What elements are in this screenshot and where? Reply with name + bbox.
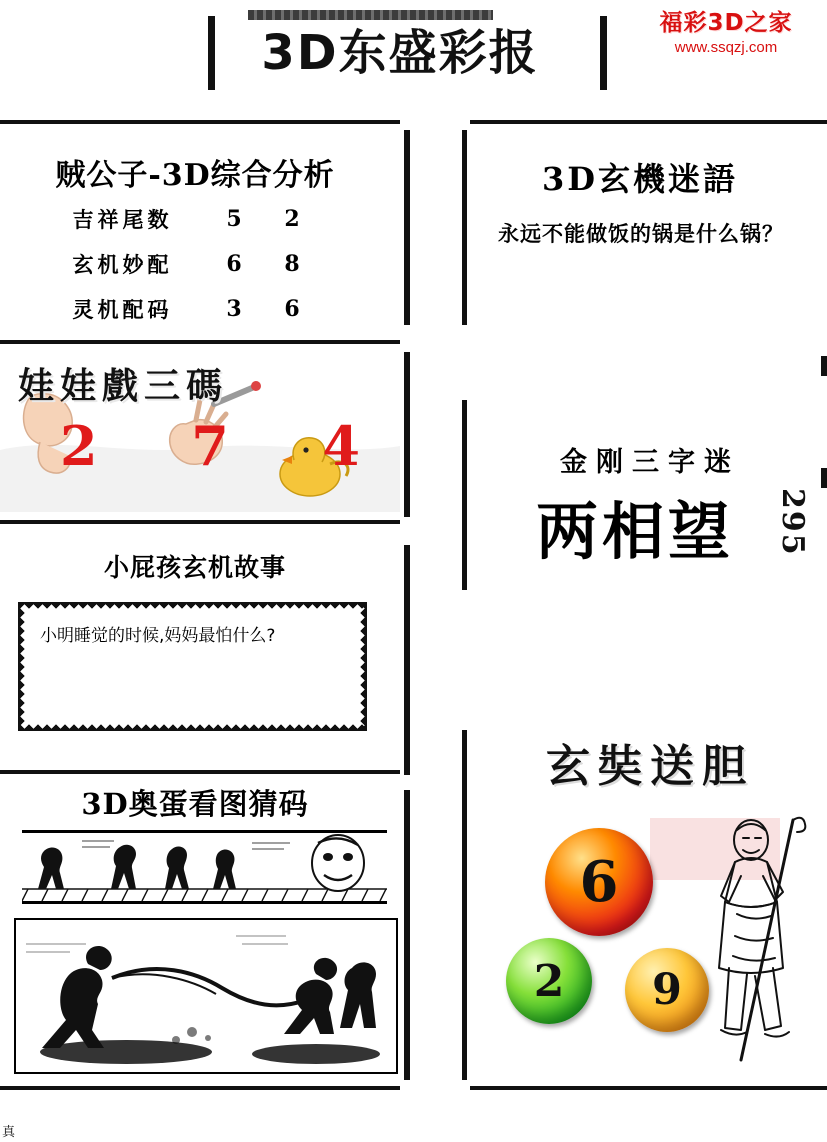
row-number-2: 8: [284, 251, 300, 277]
panel-xuan-zang-song-dan: [470, 720, 827, 1095]
row-number-1: 6: [226, 251, 242, 277]
jin-gang-code: 295: [775, 488, 810, 557]
zigzag-border-left: [20, 604, 29, 729]
zei-gong-zi-row: [40, 288, 370, 330]
row-number-1: 5: [226, 206, 242, 232]
ao-dan-title: 3D奥蛋看图猜码: [81, 787, 309, 821]
brand-name: 福彩3D之家: [659, 10, 793, 36]
wawa-number: 4: [322, 414, 360, 478]
xuan-ji-mi-yu-title: 3D玄機迷語: [541, 160, 739, 198]
xuan-zang-illustration: [685, 810, 827, 1080]
ao-dan-strip-image: [22, 830, 387, 904]
zei-gong-zi-title: 贼公子-3D综合分析: [55, 158, 335, 193]
divider-top-right: [470, 120, 827, 124]
lottery-ball-orange: 9: [625, 948, 709, 1032]
wawa-numbers: [60, 414, 360, 478]
row-label: 玄机妙配: [72, 252, 173, 277]
brand-logo: [631, 4, 821, 56]
xuan-zang-title: 玄奘送胆: [546, 741, 754, 792]
xiao-pi-hai-textbox: [18, 602, 367, 731]
panel-zei-gong-zi: [0, 140, 400, 330]
panel-wawa-xi-san-ma: [0, 352, 400, 512]
row-number-1: 3: [226, 296, 242, 322]
divider-wawa-top: [0, 340, 400, 344]
zei-gong-zi-row: [40, 198, 370, 240]
divider-top-left: [0, 120, 400, 124]
row-number-2: 2: [284, 206, 300, 232]
column-divider-3: [404, 352, 410, 517]
column-divider-2: [462, 130, 467, 325]
column-divider-7: [404, 790, 410, 1080]
panel-jin-gang-san-zi-mi: [470, 420, 827, 600]
brand-url: www.ssqzj.com: [674, 39, 778, 56]
divider-bottom-left: [0, 1086, 400, 1090]
panel-xuan-ji-mi-yu: [470, 140, 827, 330]
zigzag-border-bottom: [20, 720, 365, 729]
zei-gong-zi-row: [40, 243, 370, 285]
row-label: 灵机配码: [72, 297, 173, 322]
column-divider-6: [462, 730, 467, 1080]
xiao-pi-hai-text: 小明睡觉的时候,妈妈最怕什么?: [40, 626, 276, 646]
edge-tick-right-1: [821, 356, 827, 376]
row-number-2: 6: [284, 296, 300, 322]
ao-dan-main-image: [14, 918, 398, 1074]
wawa-number: 2: [60, 414, 98, 478]
column-divider-5: [404, 545, 410, 775]
row-label: 吉祥尾数: [72, 207, 173, 232]
masthead: [0, 0, 827, 110]
page-title: 3D东盛彩报: [261, 25, 539, 81]
ao-dan-strip-art: [22, 833, 387, 901]
ao-dan-main-art: [16, 920, 396, 1072]
divider-wawa-bottom: [0, 520, 400, 524]
column-divider-1: [404, 130, 410, 325]
lottery-ball-green: 2: [506, 938, 592, 1024]
xuan-ji-mi-yu-riddle: 永远不能做饭的锅是什么锅？: [498, 222, 784, 246]
xiao-pi-hai-title: 小屁孩玄机故事: [103, 553, 286, 582]
panel-ao-dan-kan-tu: [0, 778, 400, 1078]
jin-gang-word: 两相望: [535, 495, 734, 568]
wawa-title: 娃娃戲三碼: [18, 365, 229, 407]
zigzag-border-top: [20, 604, 365, 613]
panel-xiao-pi-hai: [0, 540, 400, 770]
zigzag-border-right: [356, 604, 365, 729]
lottery-ball-red: 6: [545, 828, 653, 936]
column-divider-4: [462, 400, 467, 590]
wawa-number: 7: [191, 414, 229, 478]
corner-mark: 真: [2, 1125, 16, 1140]
divider-aodan-top: [0, 770, 400, 774]
jin-gang-title: 金刚三字迷: [560, 447, 740, 478]
